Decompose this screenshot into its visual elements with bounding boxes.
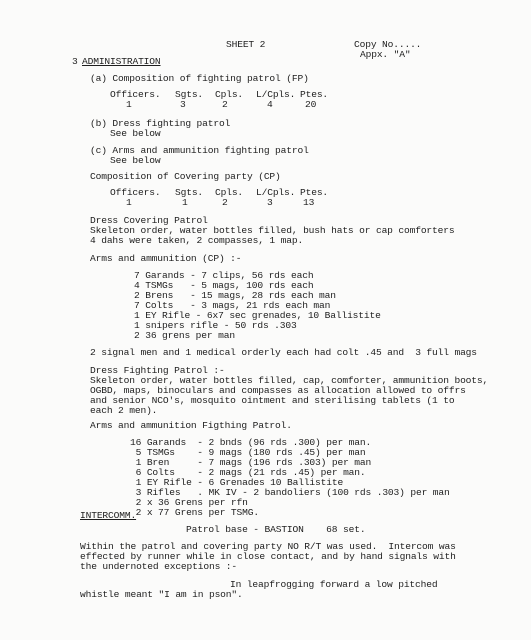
- sheet-number: SHEET 2: [226, 39, 266, 50]
- arms-cp-line: 7 Colts - 3 mags, 21 rds each man: [134, 300, 331, 311]
- arms-fp-line: 3 Rifles . MK IV - 2 bandoliers (100 rds .303) per man: [130, 487, 450, 498]
- arms-fp-line: 2 x 36 Grens per rfn: [130, 497, 248, 508]
- cp-header-cpls: Cpls.: [215, 187, 244, 198]
- intercomm-line: the undernoted exceptions :-: [80, 561, 238, 572]
- item-c: (c) Arms and ammunition fighting patrol: [90, 145, 309, 156]
- fp-header-cpls: Cpls.: [215, 89, 244, 100]
- cp-value-officers: 1: [126, 197, 132, 208]
- arms-fp-line: 2 x 77 Grens per TSMG.: [130, 507, 259, 518]
- copy-number: Copy No.....: [354, 39, 422, 50]
- arms-fp-line: 6 Colts - 2 mags (21 rds .45) per man.: [130, 467, 366, 478]
- arms-fp-line: 16 Garands - 2 bnds (96 rds .300) per man.: [130, 437, 372, 448]
- dress-fighting-line: OGBD, maps, binoculars and compasses as allocation allowed to offrs: [90, 385, 466, 396]
- item-b: (b) Dress fighting patrol: [90, 118, 231, 129]
- dress-covering-line: Skeleton order, water bottles filled, bush hats or cap comforters: [90, 225, 455, 236]
- fp-value-lcpls: 4: [267, 99, 273, 110]
- item-c-sub: See below: [110, 155, 161, 166]
- intercomm-title: INTERCOMM.: [80, 510, 137, 521]
- arms-cp-line: 4 TSMGs - 5 mags, 100 rds each: [134, 280, 314, 291]
- dress-covering-line: 4 dahs were taken, 2 compasses, 1 map.: [90, 235, 304, 246]
- dress-covering-title: Dress Covering Patrol: [90, 215, 208, 226]
- fp-value-officers: 1: [126, 99, 132, 110]
- arms-cp-line: 2 36 grens per man: [134, 330, 235, 341]
- dress-fighting-line: and senior NCO's, mosquito ointment and sterilising tablets (1 to: [90, 395, 455, 406]
- dress-fighting-line: Skeleton order, water bottles filled, cap, comforter, ammunition boots,: [90, 375, 489, 386]
- dress-fighting-line: each 2 men).: [90, 405, 158, 416]
- fp-value-ptes: 20: [305, 99, 317, 110]
- cp-value-sgts: 1: [182, 197, 188, 208]
- patrol-base-line: Patrol base - BASTION 68 set.: [186, 524, 366, 535]
- cp-value-cpls: 2: [222, 197, 228, 208]
- intercomm-line: effected by runner while in close contact, and by hand signals with: [80, 551, 456, 562]
- cp-value-lcpls: 3: [267, 197, 273, 208]
- arms-cp-line: 7 Garands - 7 clips, 56 rds each: [134, 270, 314, 281]
- cp-header-sgts: Sgts.: [175, 187, 204, 198]
- item-b-sub: See below: [110, 128, 161, 139]
- arms-fp-title: Arms and ammunition Figthing Patrol.: [90, 420, 292, 431]
- appendix-label: Appx. "A": [360, 49, 411, 60]
- arms-fp-line: 1 Bren - 7 mags (196 rds .303) per man: [130, 457, 372, 468]
- section-number: 3: [72, 56, 78, 67]
- fp-value-sgts: 3: [180, 99, 186, 110]
- arms-cp-line: 1 EY Rifle - 6x7 sec grenades, 10 Ballistite: [134, 310, 381, 321]
- item-a: (a) Composition of fighting patrol (FP): [90, 73, 309, 84]
- cp-header-ptes: Ptes.: [300, 187, 329, 198]
- fp-header-sgts: Sgts.: [175, 89, 204, 100]
- cp-header-lcpls: L/Cpls.: [256, 187, 296, 198]
- cp-header-officers: Officers.: [110, 187, 161, 198]
- fp-header-ptes: Ptes.: [300, 89, 329, 100]
- whistle-line: whistle meant "I am in pson".: [80, 589, 243, 600]
- dress-fighting-title: Dress Fighting Patrol :-: [90, 365, 225, 376]
- section-title: ADMINISTRATION: [82, 56, 161, 67]
- intercomm-line: Within the patrol and covering party NO R/T was used. Intercom was: [80, 541, 456, 552]
- arms-cp-title: Arms and ammunition (CP) :-: [90, 253, 242, 264]
- cp-heading: Composition of Covering party (CP): [90, 171, 281, 182]
- leapfrog-line: In leapfrogging forward a low pitched: [230, 579, 438, 590]
- cp-value-ptes: 13: [303, 197, 315, 208]
- arms-fp-line: 5 TSMGs - 9 mags (180 rds .45) per man: [130, 447, 366, 458]
- arms-fp-line: 1 EY Rifle - 6 Grenades 10 Ballistite: [130, 477, 344, 488]
- arms-cp-line: 2 Brens - 15 mags, 28 rds each man: [134, 290, 336, 301]
- arms-cp-line: 1 snipers rifle - 50 rds .303: [134, 320, 297, 331]
- fp-value-cpls: 2: [222, 99, 228, 110]
- signal-men-line: 2 signal men and 1 medical orderly each had colt .45 and 3 full mags: [90, 347, 477, 358]
- fp-header-lcpls: L/Cpls.: [256, 89, 296, 100]
- fp-header-officers: Officers.: [110, 89, 161, 100]
